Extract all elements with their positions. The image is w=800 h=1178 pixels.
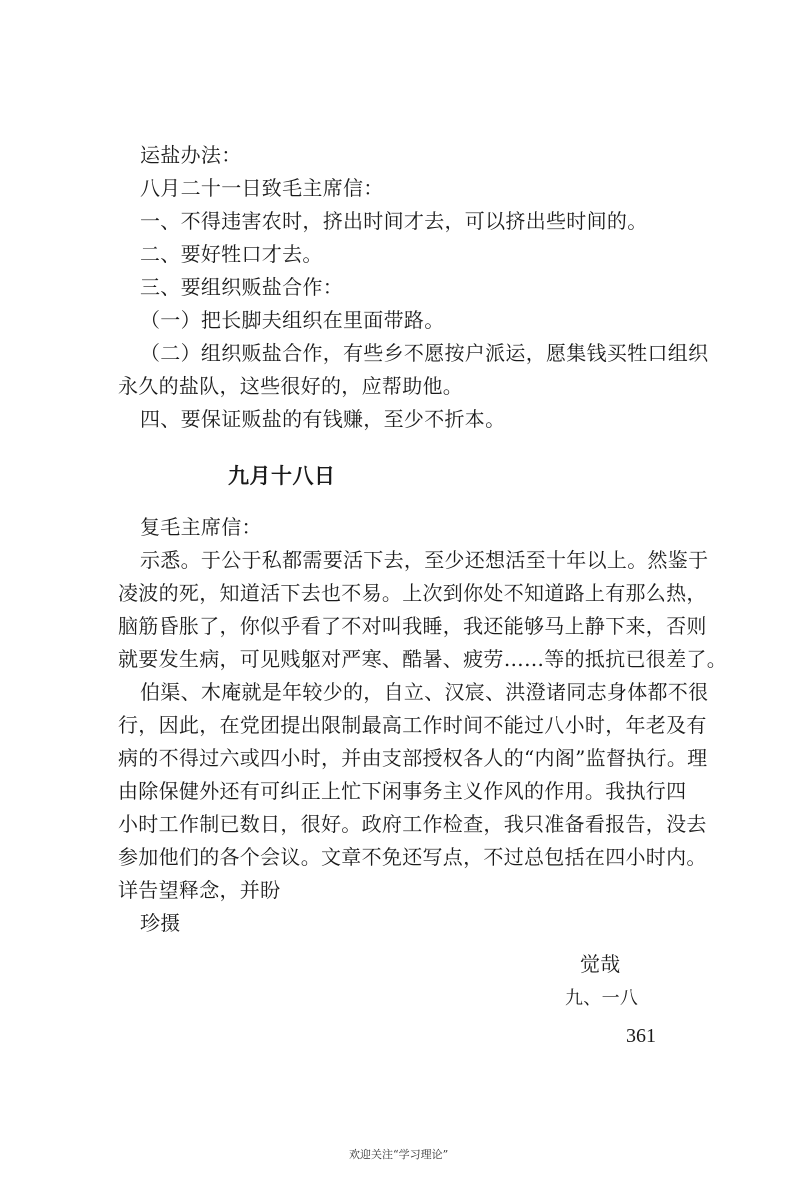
text-line: （一）把长脚夫组织在里面带路。	[140, 308, 445, 332]
footer-note: 欢迎关注“学习理论”	[349, 1148, 449, 1161]
date-heading: 九月十八日	[228, 464, 336, 488]
text-line: 就要发生病，可见贱躯对严寒、酷暑、疲劳……等的抵抗已很差了。	[118, 647, 727, 671]
text-line: 由除保健外还有可纠正上忙下闲事务主义作风的作用。我执行四	[118, 779, 687, 803]
text-line: 三、要组织贩盐合作：	[140, 275, 343, 299]
text-line: 参加他们的各个会议。文章不免还写点，不过总包括在四小时内。	[118, 845, 707, 869]
text-line: 一、不得违害农时，挤出时间才去，可以挤出些时间的。	[140, 209, 648, 233]
text-line: 伯渠、木庵就是年较少的，自立、汉宸、洪澄诸同志身体都不很	[140, 680, 709, 704]
text-line: 行，因此，在党团提出限制最高工作时间不能过八小时，年老及有	[118, 713, 707, 737]
text-line: 二、要好牲口才去。	[140, 242, 323, 266]
text-line: 永久的盐队，这些很好的，应帮助他。	[118, 374, 464, 398]
text-line: （二）组织贩盐合作，有些乡不愿按户派运，愿集钱买牲口组织	[140, 341, 709, 365]
letter-date: 九、一八	[565, 988, 639, 1009]
text-line: 四、要保证贩盐的有钱赚，至少不折本。	[140, 407, 506, 431]
signature: 觉哉	[580, 952, 621, 976]
page-number: 361	[626, 1025, 656, 1047]
text-line: 脑筋昏胀了，你似乎看了不对叫我睡，我还能够马上静下来，否则	[118, 614, 707, 638]
text-line: 凌波的死，知道活下去也不易。上次到你处不知道路上有那么热，	[118, 581, 707, 605]
text-line: 详告望释念，并盼	[118, 878, 281, 902]
text-line: 运盐办法：	[140, 143, 242, 167]
text-line: 复毛主席信：	[140, 515, 262, 539]
text-line: 病的不得过六或四小时，并由支部授权各人的“内阁”监督执行。理	[118, 746, 708, 770]
text-line: 小时工作制已数日，很好。政府工作检查，我只准备看报告，没去	[118, 812, 707, 836]
text-line: 珍摄	[140, 911, 181, 935]
text-line: 八月二十一日致毛主席信：	[140, 176, 384, 200]
text-line: 示悉。于公于私都需要活下去，至少还想活至十年以上。然鉴于	[140, 548, 709, 572]
